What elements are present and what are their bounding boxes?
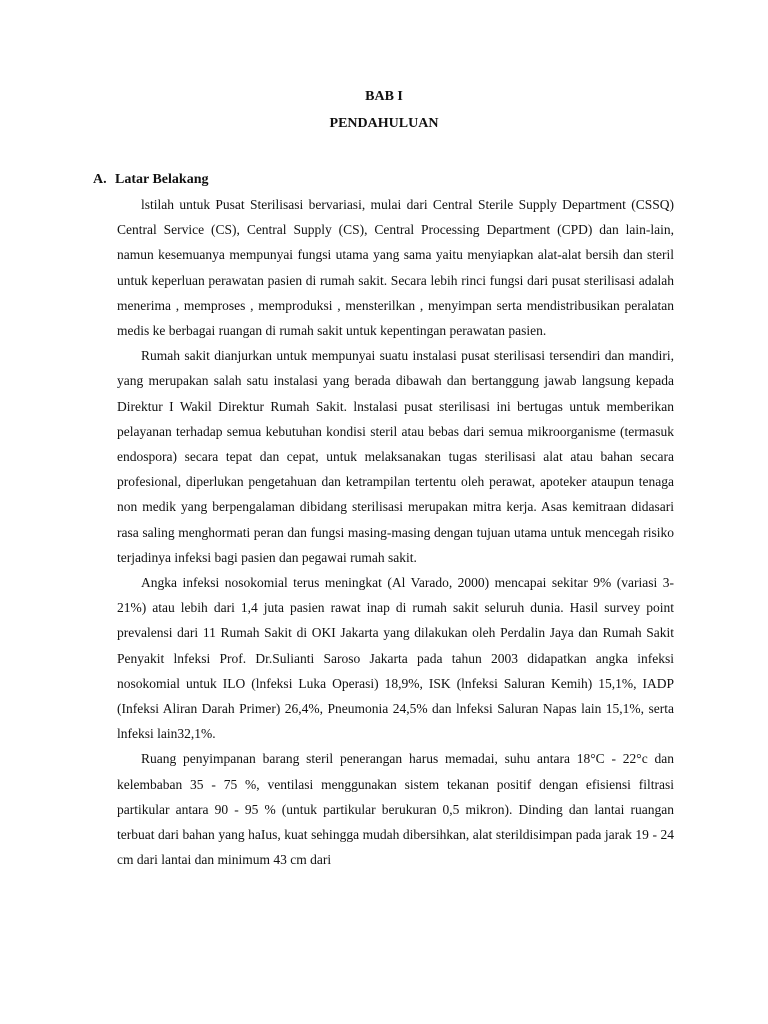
paragraph: lstilah untuk Pusat Sterilisasi bervariasi, mulai dari Central Sterile Supply Department (CSSQ) Central Service (CS), Central Supply (CS), Central Processing Department (CPD) dan lain-lain, namun kesemuanya mempunyai fungsi utama yang sama yaitu menyiapkan alat-alat bersih dan steril untuk keperluan perawatan pasien di rumah sakit. Secara lebih rinci fungsi dari pusat sterilisasi adalah menerima , memproses , memproduksi , mensterilkan , menyimpan serta mendistribusikan peralatan medis ke berbagai ruangan di rumah sakit untuk kepentingan perawatan pasien. <box>117 197 674 339</box>
chapter-title: PENDAHULUAN <box>329 116 439 131</box>
paragraph: Ruang penyimpanan barang steril penerangan harus memadai, suhu antara 18°C - 22°c dan kelembaban 35 - 75 %, ventilasi menggunakan sistem tekanan positif dengan efisiensi filtrasi partikular antara 90 - 95 % (untuk partikular berukuran 0,5 mikron). Dinding dan lantai ruangan terbuat dari bahan yang haIus, kuat sehingga mudah dibersihkan, alat sterildisimpan pada jarak 19 - 24 cm dari lantai dan minimum 43 cm dari <box>117 751 674 868</box>
paragraph: Angka infeksi nosokomial terus meningkat (Al Varado, 2000) mencapai sekitar 9% (variasi 3-21%) atau lebih dari 1,4 juta pasien rawat inap di rumah sakit seluruh dunia. Hasil survey point prevalensi dari 11 Rumah Sakit di OKI Jakarta yang dilakukan oleh Perdalin Jaya dan Rumah Sakit Penyakit lnfeksi Prof. Dr.Sulianti Saroso Jakarta pada tahun 2003 didapatkan angka infeksi nosokomial untuk ILO (lnfeksi Luka Operasi) 18,9%, ISK (lnfeksi Saluran Kemih) 15,1%, IADP (Infeksi Aliran Darah Primer) 26,4%, Pneumonia 24,5% dan lnfeksi Saluran Napas lain 15,1%, serta lnfeksi lain32,1%. <box>117 575 674 742</box>
body-text <box>117 192 674 872</box>
section-letter: A. <box>93 172 107 187</box>
section-heading <box>93 172 208 188</box>
chapter-number: BAB I <box>365 89 403 104</box>
section-title: Latar Belakang <box>115 172 209 187</box>
paragraph: Rumah sakit dianjurkan untuk mempunyai suatu instalasi pusat sterilisasi tersendiri dan mandiri, yang merupakan salah satu instalasi yang berada dibawah dan bertanggung jawab langsung kepada Direktur I Wakil Direktur Rumah Sakit. lnstalasi pusat sterilisasi ini bertugas untuk memberikan pelayanan terhadap semua kebutuhan kondisi steril atau bebas dari semua mikroorganisme (termasuk endospora) secara tepat dan cepat, untuk melaksanakan tugas sterilisasi alat atau bahan secara profesional, diperlukan pengetahuan dan ketrampilan tertentu oleh perawat, apoteker ataupun tenaga non medik yang berpengalaman dibidang sterilisasi merupakan mitra kerja. Asas kemitraan didasari rasa saling menghormati peran dan fungsi masing-masing dengan tujuan utama untuk mencegah risiko terjadinya infeksi bagi pasien dan pegawai rumah sakit. <box>117 348 674 565</box>
